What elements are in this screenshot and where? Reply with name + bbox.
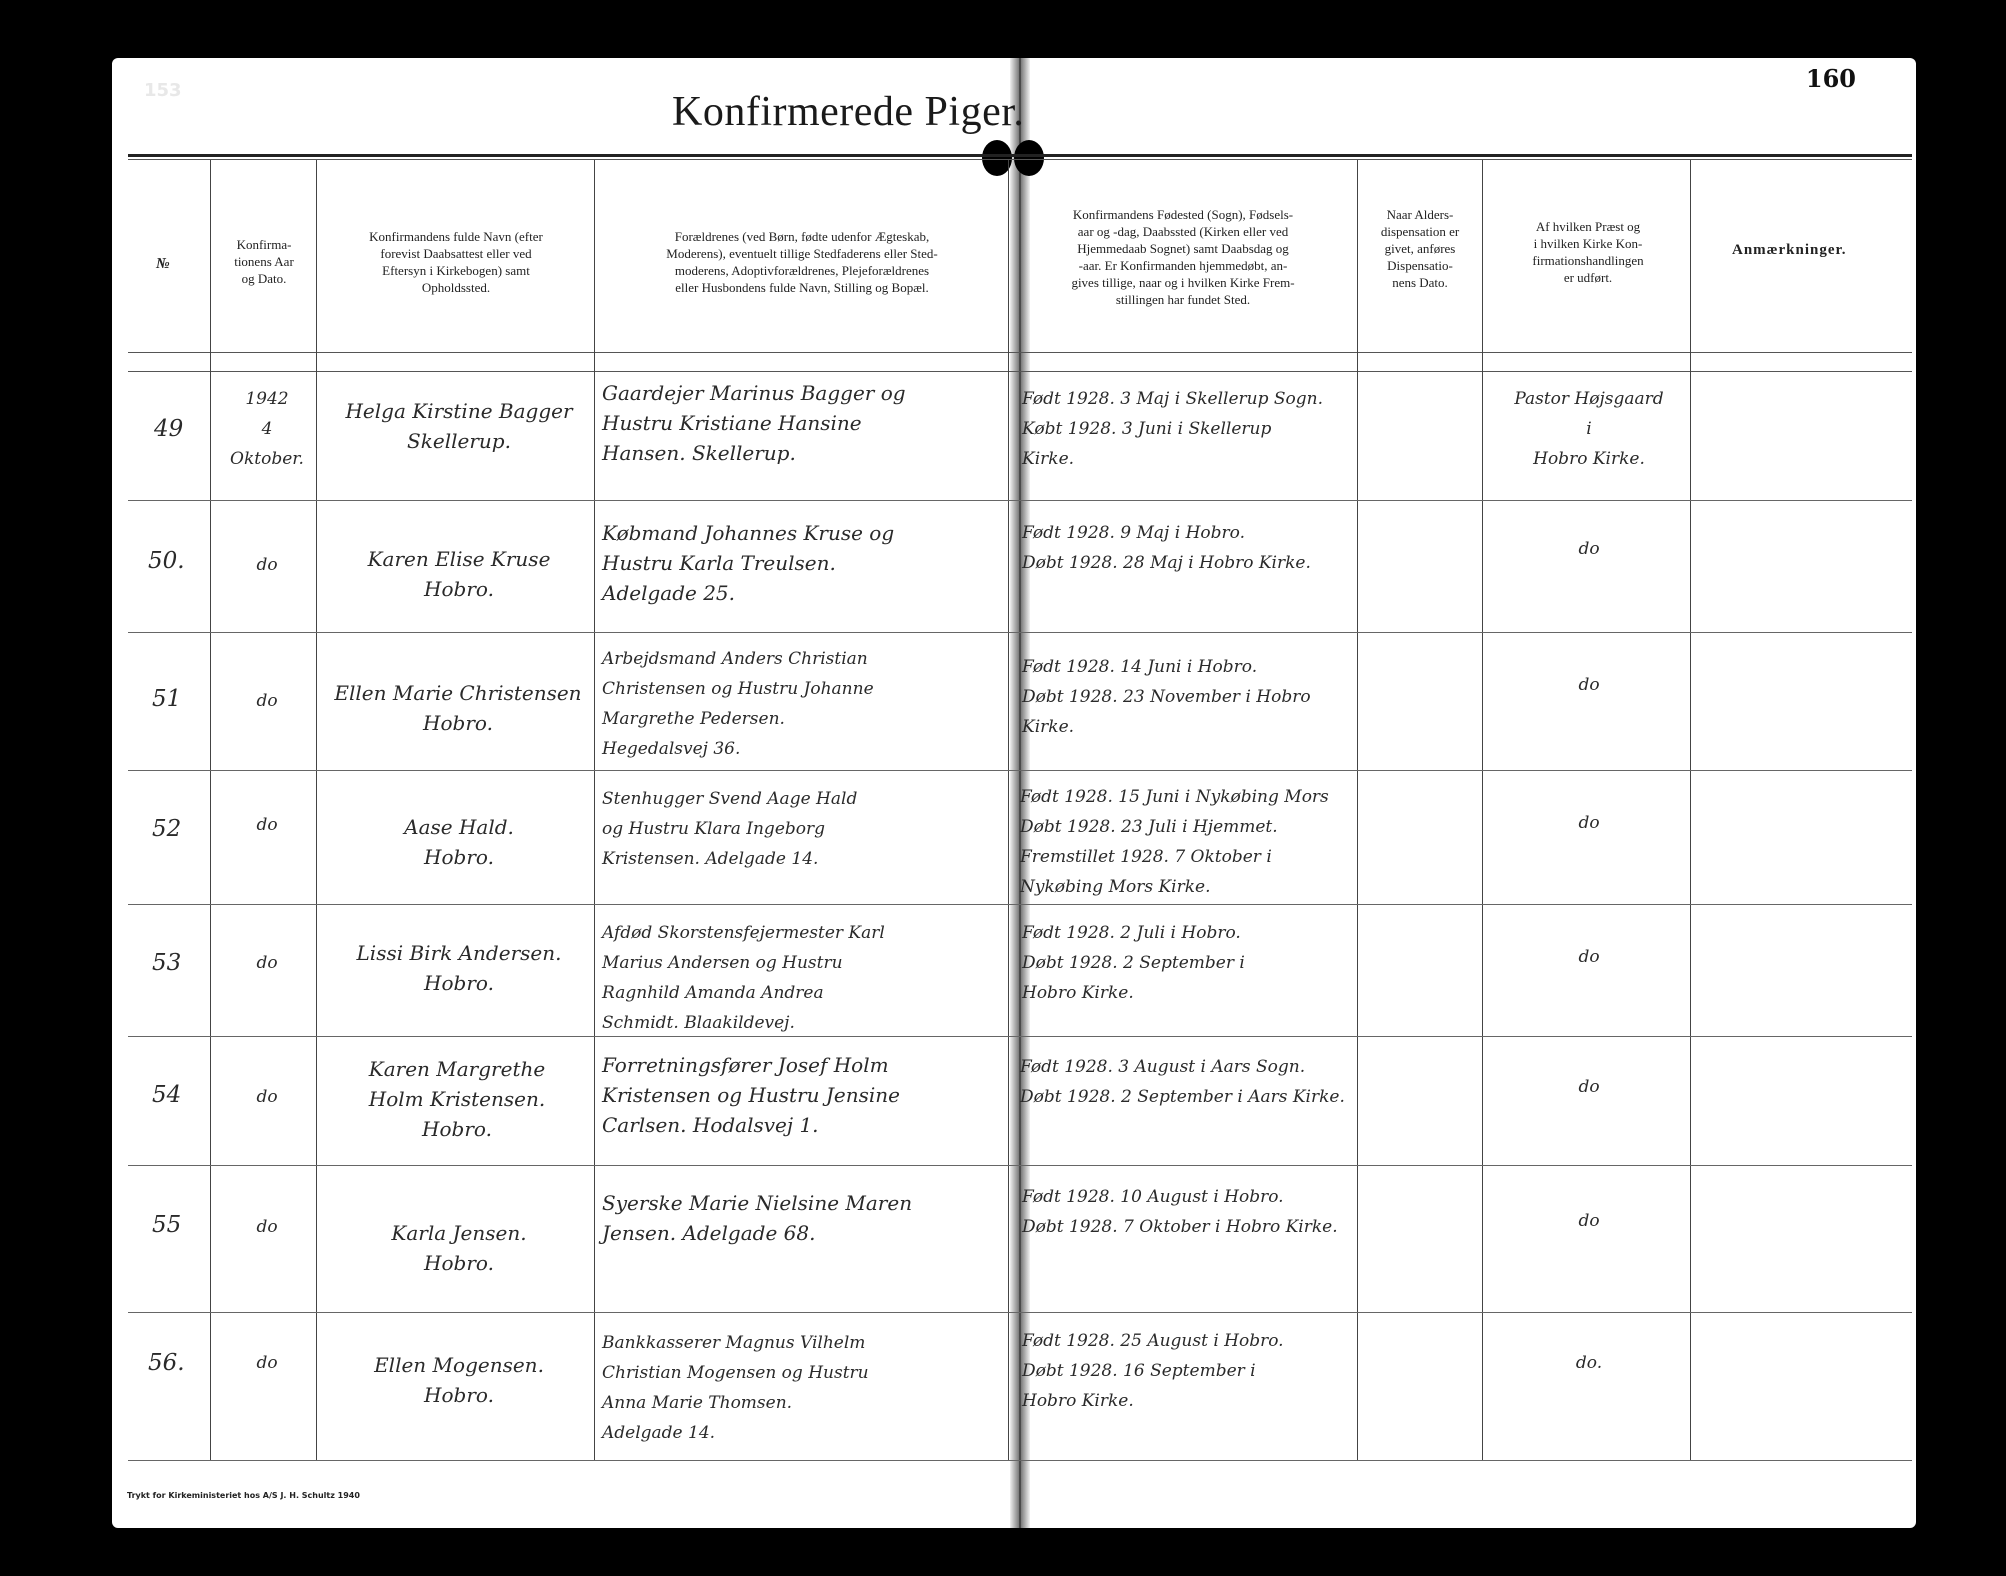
column-divider <box>1357 160 1358 1460</box>
row-name: Karla Jensen. Hobro. <box>391 1221 527 1275</box>
row-parents: Gaardejer Marinus Bagger og Hustru Kristiane Hansine Hansen. Skellerup. <box>602 381 906 465</box>
row-priest: Pastor Højsgaard i Hobro Kirke. <box>1514 389 1664 469</box>
row-name: Aase Hald. Hobro. <box>404 815 514 869</box>
header-top-rule <box>128 154 1912 157</box>
row-separator <box>128 1460 1912 1461</box>
first-row-top-rule <box>128 371 1912 372</box>
row-number: 49 <box>154 416 184 442</box>
row-separator <box>128 1036 1912 1037</box>
page-number: 160 <box>1805 64 1856 93</box>
column-header-name: Konfirmandens fulde Navn (efter forevist Daabsattest eller ved Eftersyn i Kirkebogen) samt Opholdssted. <box>369 229 543 295</box>
row-name: Ellen Mogensen. Hobro. <box>374 1353 544 1407</box>
binding-hole <box>1014 140 1044 176</box>
row-parents: Bankkasserer Magnus Vilhelm Christian Mogensen og Hustru Anna Marie Thomsen. Adelgade 14. <box>602 1333 869 1443</box>
column-header-priest: Af hvilken Præst og i hvilken Kirke Kon- firmationshandlingen er udført. <box>1532 219 1644 285</box>
row-separator <box>128 500 1912 501</box>
row-date: 1942 4 Oktober. <box>230 389 304 469</box>
row-birth: Født 1928. 3 August i Aars Sogn. Døbt 1928. 2 September i Aars Kirke. <box>1020 1057 1345 1107</box>
row-birth: Født 1928. 2 Juli i Hobro. Døbt 1928. 2 September i Hobro Kirke. <box>1022 923 1245 1003</box>
row-birth: Født 1928. 14 Juni i Hobro. Døbt 1928. 23 November i Hobro Kirke. <box>1022 657 1311 737</box>
row-date: do <box>256 1217 278 1237</box>
row-birth: Født 1928. 9 Maj i Hobro. Døbt 1928. 28 Maj i Hobro Kirke. <box>1022 523 1311 573</box>
row-date: do <box>256 691 278 711</box>
row-date: do <box>256 953 278 973</box>
row-date: do <box>256 815 278 835</box>
row-name: Ellen Marie Christensen Hobro. <box>334 681 582 735</box>
column-divider <box>210 160 211 1460</box>
column-divider <box>594 160 595 1460</box>
row-number: 53 <box>152 950 182 976</box>
row-number: 56. <box>148 1350 185 1376</box>
row-priest: do. <box>1575 1353 1603 1373</box>
row-parents: Arbejdsmand Anders Christian Christensen og Hustru Johanne Margrethe Pedersen. Hegedalsvej 36. <box>602 649 874 759</box>
register-page <box>112 58 1916 1528</box>
row-date: do <box>256 1353 278 1373</box>
row-priest: do <box>1578 1077 1600 1097</box>
row-separator <box>128 904 1912 905</box>
row-priest: do <box>1578 539 1600 559</box>
page-title: Konfirmerede Piger. <box>672 89 1025 135</box>
row-separator <box>128 1165 1912 1166</box>
row-birth: Født 1928. 3 Maj i Skellerup Sogn. Købt 1928. 3 Juni i Skellerup Kirke. <box>1022 389 1323 469</box>
column-header-nr: № <box>156 256 170 272</box>
header-bottom-rule <box>128 352 1912 353</box>
column-divider <box>316 160 317 1460</box>
row-parents: Købmand Johannes Kruse og Hustru Karla Treulsen. Adelgade 25. <box>602 521 895 605</box>
row-name: Karen Margrethe Holm Kristensen. Hobro. <box>368 1057 546 1141</box>
row-priest: do <box>1578 947 1600 967</box>
row-separator <box>128 1312 1912 1313</box>
row-name: Helga Kirstine Bagger Skellerup. <box>345 399 573 453</box>
row-birth: Født 1928. 10 August i Hobro. Døbt 1928. 7 Oktober i Hobro Kirke. <box>1022 1187 1338 1237</box>
column-divider <box>1482 160 1483 1460</box>
row-parents: Syerske Marie Nielsine Maren Jensen. Adelgade 68. <box>602 1191 913 1245</box>
column-header-birth: Konfirmandens Fødested (Sogn), Fødsels- aar og -dag, Daabssted (Kirken eller ved Hjemmedaab Sognet) samt Daabsdag og -aar. Er Konfirmanden hjemmedøbt, an- gives tillige, naar og i hvilken Kirke Frem- stillingen har fundet Sted. <box>1071 207 1295 307</box>
row-name: Lissi Birk Andersen. Hobro. <box>356 941 562 995</box>
row-number: 52 <box>152 816 182 842</box>
row-birth: Født 1928. 15 Juni i Nykøbing Mors Døbt 1928. 23 Juli i Hjemmet. Fremstillet 1928. 7 Oktober i Nykøbing Mors Kirke. <box>1020 787 1329 897</box>
row-priest: do <box>1578 1211 1600 1231</box>
column-header-remarks: Anmærkninger. <box>1732 242 1847 258</box>
row-parents: Forretningsfører Josef Holm Kristensen og Hustru Jensine Carlsen. Hodalsvej 1. <box>602 1053 900 1137</box>
row-name: Karen Elise Kruse Hobro. <box>367 547 551 601</box>
row-date: do <box>256 555 278 575</box>
row-date: do <box>256 1087 278 1107</box>
column-header-year-date: Konfirma- tionens Aar og Dato. <box>234 237 294 286</box>
row-number: 51 <box>152 686 182 712</box>
row-number: 54 <box>152 1082 182 1108</box>
row-separator <box>128 632 1912 633</box>
column-divider <box>1690 160 1691 1460</box>
printer-footer: Trykt for Kirkeministeriet hos A/S J. H. Schultz 1940 <box>127 1491 360 1500</box>
column-header-dispensation: Naar Alders- dispensation er givet, anføres Dispensatio- nens Dato. <box>1380 207 1460 290</box>
row-priest: do <box>1578 675 1600 695</box>
header-top-rule-thin <box>128 159 1912 160</box>
row-parents: Stenhugger Svend Aage Hald og Hustru Klara Ingeborg Kristensen. Adelgade 14. <box>602 789 858 869</box>
row-separator <box>128 770 1912 771</box>
row-parents: Afdød Skorstensfejermester Karl Marius Andersen og Hustru Ragnhild Amanda Andrea Schmidt. Blaakildevej. <box>602 923 885 1033</box>
row-number: 50. <box>148 548 185 574</box>
column-divider <box>1008 160 1009 1460</box>
row-number: 55 <box>152 1212 182 1238</box>
faint-page-mark: 153 <box>144 80 182 101</box>
column-header-parents: Forældrenes (ved Børn, fødte udenfor Ægteskab, Moderens), eventuelt tillige Stedfaderens eller Sted- moderens, Adoptivforældrenes, Plejeforældrenes eller Husbondens fulde Navn, Stilling og Bopæl. <box>666 229 938 295</box>
row-priest: do <box>1578 813 1600 833</box>
row-birth: Født 1928. 25 August i Hobro. Døbt 1928. 16 September i Hobro Kirke. <box>1022 1331 1284 1411</box>
